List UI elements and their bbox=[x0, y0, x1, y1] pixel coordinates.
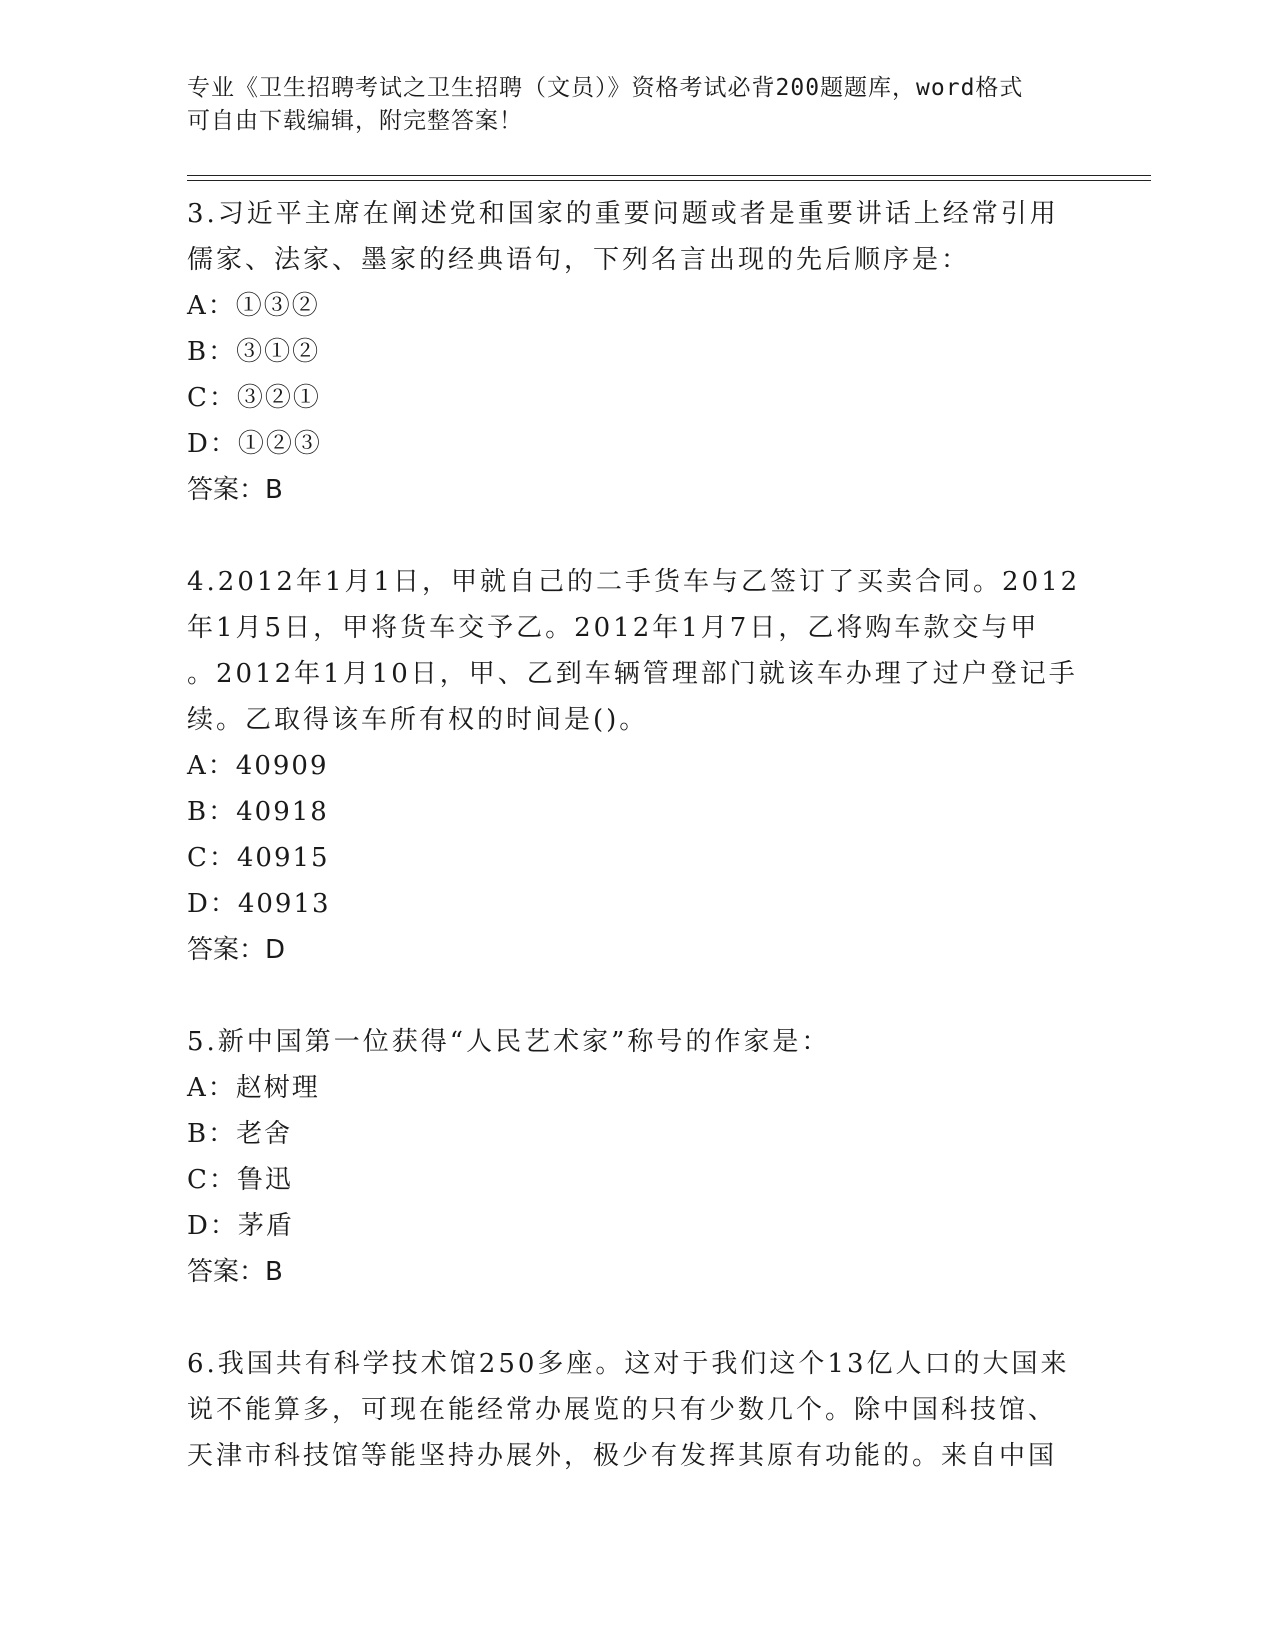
option-b: B：40918 bbox=[187, 797, 329, 827]
document-header bbox=[187, 72, 1087, 138]
question-stem-line: 说不能算多，可现在能经常办展览的只有少数几个。除中国科技馆、 bbox=[187, 1395, 1058, 1425]
option-d: D：40913 bbox=[187, 889, 331, 919]
question-list bbox=[187, 191, 1087, 1479]
answer-line: 答案：B bbox=[187, 1257, 283, 1287]
question-stem-line: 。2012年1月10日，甲、乙到车辆管理部门就该车办理了过户登记手 bbox=[187, 659, 1078, 689]
question-stem-line: 天津市科技馆等能坚持办展外，极少有发挥其原有功能的。来自中国 bbox=[187, 1441, 1058, 1471]
question-4 bbox=[187, 559, 1087, 973]
question-stem-line: 儒家、法家、墨家的经典语句，下列名言出现的先后顺序是： bbox=[187, 245, 971, 275]
question-5 bbox=[187, 1019, 1087, 1295]
answer-line: 答案：D bbox=[187, 935, 286, 965]
header-line-1: 专业《卫生招聘考试之卫生招聘（文员）》资格考试必背200题题库，word格式 bbox=[187, 75, 1024, 101]
question-stem-line: 续。乙取得该车所有权的时间是()。 bbox=[187, 705, 649, 735]
option-d: D：①②③ bbox=[187, 429, 322, 459]
option-a: A：①③② bbox=[187, 291, 320, 321]
option-b: B：③①② bbox=[187, 337, 321, 367]
option-c: C：鲁迅 bbox=[187, 1165, 293, 1195]
question-gap bbox=[187, 1295, 1087, 1341]
question-stem-line: 年1月5日，甲将货车交予乙。2012年1月7日，乙将购车款交与甲 bbox=[187, 613, 1040, 643]
question-stem-line: 6.我国共有科学技术馆250多座。这对于我们这个13亿人口的大国来 bbox=[187, 1349, 1070, 1379]
option-a: A：40909 bbox=[187, 751, 329, 781]
question-gap bbox=[187, 973, 1087, 1019]
header-rule-bottom bbox=[187, 180, 1151, 181]
question-3 bbox=[187, 191, 1087, 513]
header-rule-top bbox=[187, 175, 1151, 176]
option-c: C：③②① bbox=[187, 383, 321, 413]
question-stem-line: 5.新中国第一位获得“人民艺术家”称号的作家是： bbox=[187, 1027, 831, 1057]
question-6 bbox=[187, 1341, 1087, 1479]
option-b: B：老舍 bbox=[187, 1119, 293, 1149]
option-c: C：40915 bbox=[187, 843, 330, 873]
option-d: D：茅盾 bbox=[187, 1211, 294, 1241]
question-gap bbox=[187, 513, 1087, 559]
question-stem-line: 3.习近平主席在阐述党和国家的重要问题或者是重要讲话上经常引用 bbox=[187, 199, 1059, 229]
answer-line: 答案：B bbox=[187, 475, 283, 505]
question-stem-line: 4.2012年1月1日，甲就自己的二手货车与乙签订了买卖合同。2012 bbox=[187, 567, 1081, 597]
header-line-2: 可自由下载编辑，附完整答案！ bbox=[187, 108, 523, 134]
option-a: A：赵树理 bbox=[187, 1073, 320, 1103]
